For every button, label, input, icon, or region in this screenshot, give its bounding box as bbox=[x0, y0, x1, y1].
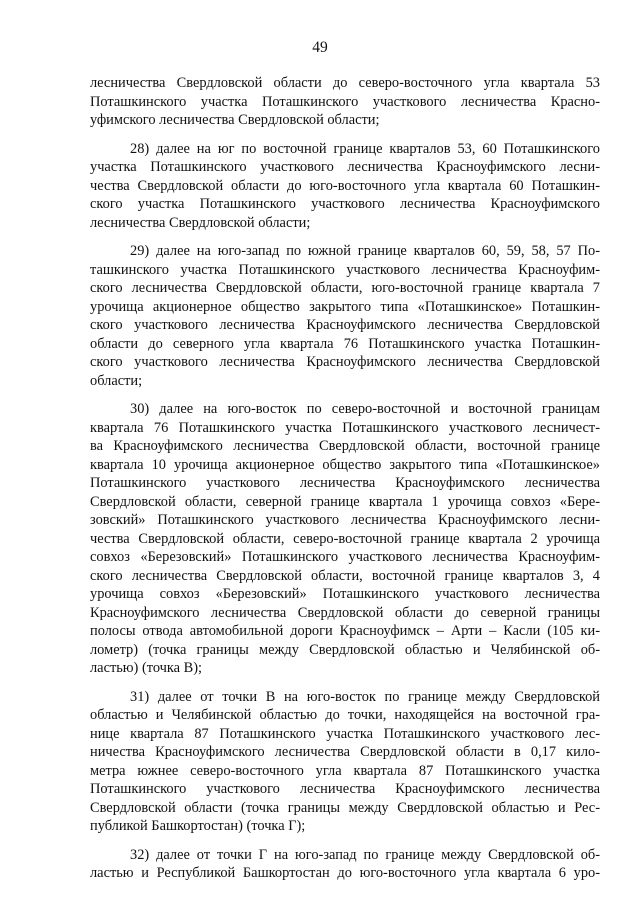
text-line: Поташкинского участкового лесничества Красноуфимского лесничества bbox=[90, 475, 600, 491]
paragraph-item-30 bbox=[90, 400, 600, 678]
text-line: метра южнее северо-восточного угла квартала 87 Поташкинского участка bbox=[90, 762, 600, 779]
text-line: чества Свердловской области, северо-восточной границе квартала 2 урочища bbox=[90, 530, 600, 547]
text-line: нице квартала 87 Поташкинского участка Поташкинского участкового лес- bbox=[90, 725, 600, 742]
text-line: ского участкового лесничества Красноуфимского лесничества Свердловской bbox=[90, 354, 600, 370]
text-line: ского участкового лесничества Красноуфимского лесничества Свердловской bbox=[90, 317, 600, 333]
paragraph-item-32 bbox=[90, 846, 600, 883]
text-line: области; bbox=[90, 372, 143, 389]
paragraph-item-31 bbox=[90, 688, 600, 836]
text-line: 28) далее на юг по восточной границе кварталов 53, 60 Поташкинского bbox=[130, 140, 600, 157]
text-line: чества Свердловской области до юго-восточного угла квартала 60 Поташкин- bbox=[90, 177, 600, 194]
text-line: публикой Башкортостан) (точка Г); bbox=[90, 818, 306, 834]
paragraph-continuation bbox=[90, 74, 600, 130]
text-line: Красноуфимского лесничества Свердловской области до северной границы bbox=[90, 604, 600, 621]
text-line: ластью и Республикой Башкортостан до юго-восточного угла квартала 6 уро- bbox=[90, 865, 600, 881]
text-line: 32) далее от точки Г на юго-запад по границе между Свердловской об- bbox=[130, 846, 600, 863]
text-line: уфимского лесничества Свердловской области; bbox=[90, 112, 380, 128]
text-line: ничества Красноуфимского лесничества Свердловской области в 0,17 кило- bbox=[90, 744, 600, 760]
text-line: Свердловской области (точка границы между Свердловской областью и Рес- bbox=[90, 799, 600, 816]
text-line: Поташкинского участкового лесничества Красноуфимского лесничества bbox=[90, 781, 600, 797]
text-line: квартала 10 урочища акционерное общество закрытого типа «Поташкинское» bbox=[90, 456, 600, 473]
text-line: урочища акционерное общество закрытого типа «Поташкинское» Поташкин- bbox=[90, 298, 600, 315]
text-line: ва Красноуфимского лесничества Свердловской области, восточной границе bbox=[90, 438, 600, 454]
text-line: 30) далее на юго-восток по северо-восточной и восточной границам bbox=[130, 401, 600, 417]
text-line: Поташкинского участка Поташкинского участкового лесничества Красно- bbox=[90, 93, 600, 110]
text-line: ластью) (точка В); bbox=[90, 660, 203, 676]
text-line: зовский» Поташкинского участкового лесничества Красноуфимского лесни- bbox=[90, 512, 600, 528]
text-line: ского участка Поташкинского участкового лесничества Красноуфимского bbox=[90, 196, 600, 212]
text-line: лесничества Свердловской области до северо-восточного угла квартала 53 bbox=[90, 75, 600, 91]
text-line: 31) далее от точки В на юго-восток по границе между Свердловской bbox=[130, 688, 600, 705]
text-line: урочища совхоз «Березовский» Поташкинского участкового лесничества bbox=[90, 586, 600, 602]
text-line: полосы отвода автомобильной дороги Красноуфимск – Арти – Касли (105 ки- bbox=[90, 623, 600, 639]
text-line: участка Поташкинского участкового лесничества Красноуфимского лесни- bbox=[90, 159, 600, 175]
text-line: квартала 76 Поташкинского участка Поташкинского участкового лесничест- bbox=[90, 419, 600, 436]
text-line: областью и Челябинской областью до точки, находящейся на восточной гра- bbox=[90, 707, 600, 723]
body-text bbox=[90, 74, 600, 883]
text-line: ташкинского участка Поташкинского участкового лесничества Красноуфим- bbox=[90, 261, 600, 278]
text-line: лесничества Свердловской области; bbox=[90, 214, 311, 231]
paragraph-item-29 bbox=[90, 242, 600, 390]
text-line: области до северного угла квартала 76 Поташкинского участка Поташкин- bbox=[90, 335, 600, 352]
paragraph-item-28 bbox=[90, 140, 600, 233]
text-line: совхоз «Березовский» Поташкинского участкового лесничества Красноуфим- bbox=[90, 549, 600, 565]
text-line: ского лесничества Свердловской области, юго-восточной границе квартала 7 bbox=[90, 280, 600, 296]
text-line: 29) далее на юго-запад по южной границе кварталов 60, 59, 58, 57 По- bbox=[130, 243, 600, 259]
page-number: 49 bbox=[312, 39, 328, 56]
text-line: лометр) (точка границы между Свердловской областью и Челябинской об- bbox=[90, 641, 600, 658]
text-line: Свердловской области, северной границе квартала 1 урочища совхоз «Бере- bbox=[90, 493, 600, 510]
text-line: ского лесничества Свердловской области, восточной границе кварталов 3, 4 bbox=[90, 567, 600, 584]
